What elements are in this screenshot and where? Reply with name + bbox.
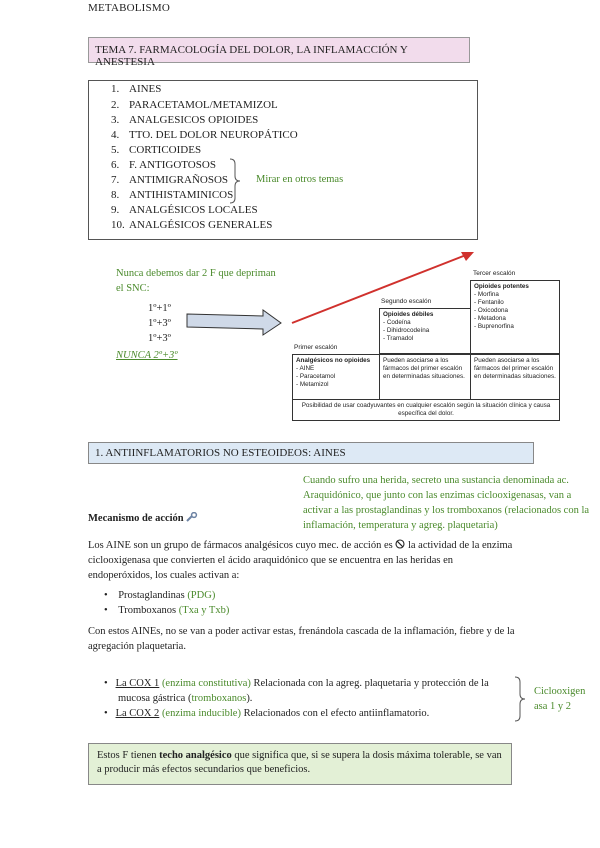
toc-item: 3. ANALGESICOS OPIOIDES (111, 114, 259, 126)
step1-cell (292, 354, 380, 400)
toc-item: 10. ANALGÉSICOS GENERALES (111, 219, 273, 231)
step2-title: Segundo escalón (381, 298, 432, 305)
cascade-text: Con estos AINEs, no se van a poder activar estas, frenándola cascada de la inflamación, fiebre y de la agregación plaquetaria. (88, 626, 515, 652)
step3-assoc-cell (470, 354, 560, 400)
toc-item: 2. PARACETAMOL/METAMIZOL (111, 99, 278, 111)
step3-title: Tercer escalón (473, 270, 516, 277)
cox-note (534, 684, 596, 714)
toc-item: 4. TTO. DEL DOLOR NEUROPÁTICO (111, 129, 298, 141)
combo-3: 1º+3º (148, 333, 171, 344)
bullet-tromboxanos: • Tromboxanos (Txa y Txb) (104, 605, 230, 616)
toc-note: Mirar en otros temas (256, 174, 344, 185)
section1-title-box (88, 442, 534, 464)
ceiling-box: Estos F tienen techo analgésico que significa que, si se supera la dosis máxima tolerable, se van a producir más efectos secundarios que beneficios. (88, 743, 512, 785)
section1-title: 1. ANTIINFLAMATORIOS NO ESTEOIDEOS: AINES (95, 447, 346, 459)
ladder-footer: Posibilidad de usar coadyuvantes en cualquier escalón según la situación clínica y causa específica del dolor. (301, 402, 551, 417)
toc-item: 8. ANTIHISTAMINICOS (111, 189, 234, 201)
step2-cell (379, 308, 471, 354)
ladder-drug: - Buprenorfina (474, 323, 514, 330)
ladder-drug: - Paracetamol (296, 373, 336, 380)
wrench-icon (186, 512, 198, 522)
topic-title-box (88, 37, 470, 68)
step2-assoc-cell (379, 354, 471, 400)
step1-head: Analgésicos no opioides (296, 357, 371, 364)
ladder-drug: - Metamizol (296, 381, 329, 388)
ladder-footer-cell (292, 399, 560, 421)
ladder-drug: - Fentanilo (474, 299, 504, 306)
combo-list (148, 301, 171, 346)
mech-text-2: la actividad de la enzima ciclooxigenasa que convierten el ácido araquidónico que se encuentra en las heridas en endoperóxidos, los cuales activan a: (88, 540, 513, 581)
toc-box (88, 80, 478, 240)
inhibit-icon (395, 539, 405, 549)
ceiling-bold: techo analgésico (159, 750, 232, 761)
toc-item: 9. ANALGÉSICOS LOCALES (111, 204, 258, 216)
mech-text (88, 538, 518, 583)
ladder-drug: - Oxicodona (474, 307, 508, 314)
document-header: METABOLISMO (88, 2, 170, 14)
step2-assoc: Pueden asociarse a los fármacos del primer escalón en determinadas situaciones. (383, 357, 465, 380)
cox-list (104, 676, 514, 721)
wound-note: Cuando sufro una herida, secreto una sustancia denominada ac. Araquidónico, que junto con las enzimas ciclooxigenasas, van a activar a las prostaglandinas y los tromboxanos (relacionados con la inflamación, temperatura y agreg. plaquetaria) (303, 475, 590, 531)
right-arrow-icon (185, 308, 285, 336)
toc-brace-icon (228, 158, 248, 204)
mech-text-1: Los AINE son un grupo de fármacos analgésicos cuyo mec. de acción es (88, 540, 393, 551)
step3-cell (470, 280, 560, 354)
toc-item: 6. F. ANTIGOTOSOS (111, 159, 216, 171)
bullets-a (104, 588, 229, 618)
ladder-drug: - Tramadol (383, 335, 414, 342)
snc-note: Nunca debemos dar 2 F que depriman el SNC: (116, 268, 276, 294)
step2-head: Opioides débiles (383, 311, 434, 318)
analgesic-ladder (292, 270, 560, 422)
cox-brace-icon (513, 676, 529, 722)
toc-item: 7. ANTIMIGRAÑOSOS (111, 174, 229, 186)
ladder-drug: - Dihidrocodeína (383, 327, 430, 334)
ladder-drug: - Metadona (474, 315, 506, 322)
ladder-drug: - Codeína (383, 319, 411, 326)
step3-head: Opioides potentes (474, 283, 529, 290)
step1-title: Primer escalón (294, 344, 338, 351)
mech-title: Mecanismo de acción (88, 513, 184, 524)
combo-never: NUNCA 2º+3º (116, 350, 178, 361)
toc-item: 5. CORTICOIDES (111, 144, 202, 156)
step3-assoc: Pueden asociarse a los fármacos del primer escalón en determinadas situaciones. (474, 357, 556, 380)
cox1-item: • La COX 1 (enzima constitutiva) Relacionada con la agreg. plaquetaria y protección de la mucosa gástrica (tromboxanos). (104, 678, 489, 704)
combo-1: 1º+1º (148, 303, 171, 314)
topic-title: TEMA 7. FARMACOLOGÍA DEL DOLOR, LA INFLAMACCIÓN Y ANESTESIA (95, 44, 408, 68)
cox-note-line2: asa 1 y 2 (534, 701, 572, 712)
ladder-drug: - Morfina (474, 291, 499, 298)
toc-item: 1. AINES (111, 83, 162, 95)
cox-note-line1: Ciclooxigen (534, 686, 586, 697)
combo-2: 1º+3º (148, 318, 171, 329)
ladder-drug: - AINE (296, 365, 315, 372)
cox2-item: • La COX 2 (enzima inducible) Relacionados con el efecto antiinflamatorio. (104, 708, 430, 719)
bullet-prostaglandinas: • Prostaglandinas (PDG) (104, 590, 216, 601)
mech-title-row (88, 512, 198, 524)
